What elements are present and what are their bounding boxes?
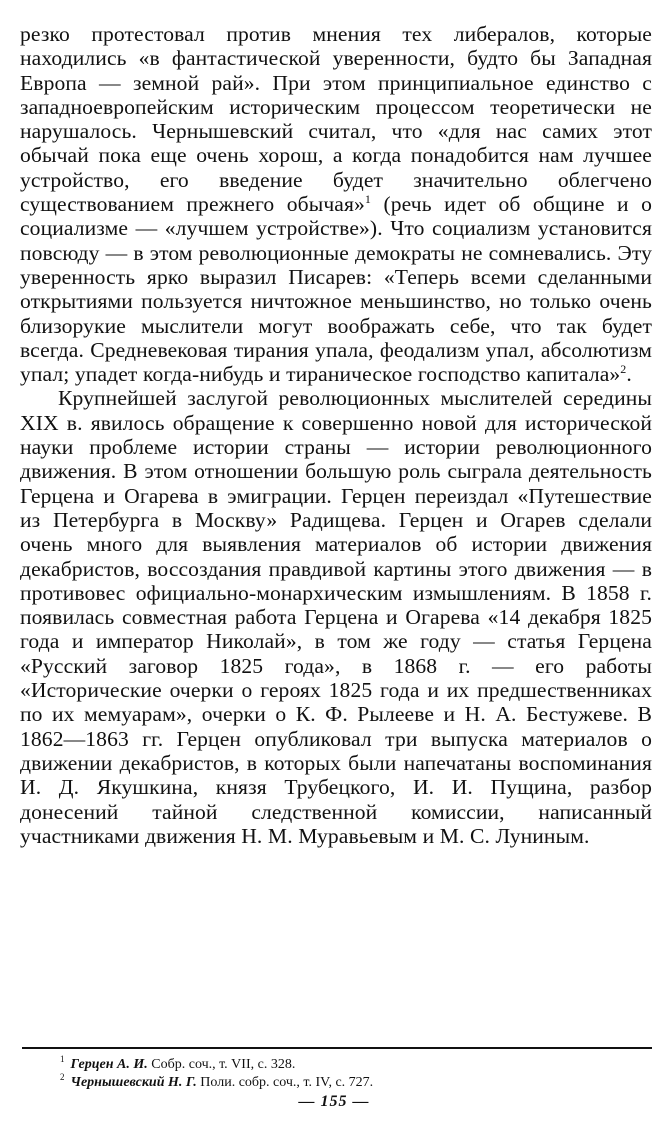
footnote-ref-1: 1 <box>364 191 372 206</box>
paragraph-1-part-2: (речь идет об общине и о социализме — «лучшем устройстве»). Что социализм установится повсюду — в этом революционные демократы не сомневались. Эту уверенность ярко выразил Писарев: «Теперь всеми сделанными открытиями пользуется ничтожное меньшинство, но только очень близорукие мыслители могут воображать себе, что так будет всегда. Средневековая тирания упала, феодализм упал, абсолютизм упал; упадет когда-нибудь и тираническое господство капитала» <box>20 192 652 387</box>
footnote-2-author: Чернышевский Н. Г. <box>70 1075 197 1090</box>
paragraph-2 <box>20 386 652 848</box>
paragraph-1-part-1: резко протестовал против мнения тех либералов, которые находились «в фантастической уверенности, будто бы Западная Европа — земной рай». При этом принципиальное единство с западноевропейским историческим процессом теоретически не нарушалось. Чернышевский считал, что «для нас самих этот обычай пока еще очень хорош, а когда понадобится нам лучшее устройство, его введение будет значительно облегчено существованием прежнего обычая» <box>20 22 652 217</box>
footnotes <box>60 1056 650 1092</box>
footnote-2 <box>60 1074 650 1092</box>
footnote-2-mark: 2 <box>60 1072 65 1083</box>
paragraph-1 <box>20 22 652 386</box>
page-body <box>20 22 652 848</box>
footnote-1 <box>60 1056 650 1074</box>
footnote-divider <box>22 1047 652 1049</box>
footnote-1-text: Собр. соч., т. VII, с. 328. <box>147 1057 296 1072</box>
paragraph-2-text: Крупнейшей заслугой революционных мыслителей середины XIX в. явилось обращение к совершенно новой для исторической науки проблеме истории страны — истории революционного движения. В этом отношении большую роль сыграла деятельность Герцена и Огарева в эмиграции. Герцен переиздал «Путешествие из Петербурга в Москву» Радищева. Герцен и Огарев сделали очень много для выявления материалов об истории движения декабристов, воссоздания правдивой картины этого движения — в противовес официально-монархическим измышлениям. В 1858 г. появилась совместная работа Герцена и Огарева «14 декабря 1825 года и император Николай», в том же году — статья Герцена «Русский заговор 1825 года», в 1868 г. — его работы «Исторические очерки о героях 1825 года и их предшественниках по их мемуарам», очерки о К. Ф. Рылееве и Н. А. Бестужеве. В 1862—1863 гг. Герцен опубликовал три выпуска материалов о движении декабристов, в которых были напечатаны воспоминания И. Д. Якушкина, князя Трубецкого, И. И. Пущина, разбор донесений тайной следственной комиссии, написанный участниками движения Н. М. Муравьевым и М. С. Луниным. <box>20 386 652 848</box>
footnote-1-author: Герцен А. И. <box>70 1057 148 1072</box>
footnote-ref-2: 2 <box>620 361 627 376</box>
paragraph-1-part-3: . <box>626 362 632 387</box>
main-text <box>20 22 652 848</box>
footnote-1-mark: 1 <box>60 1054 65 1065</box>
footnote-2-text: Поли. собр. соч., т. IV, с. 727. <box>196 1075 374 1090</box>
page-number: — 155 — <box>298 1093 370 1110</box>
